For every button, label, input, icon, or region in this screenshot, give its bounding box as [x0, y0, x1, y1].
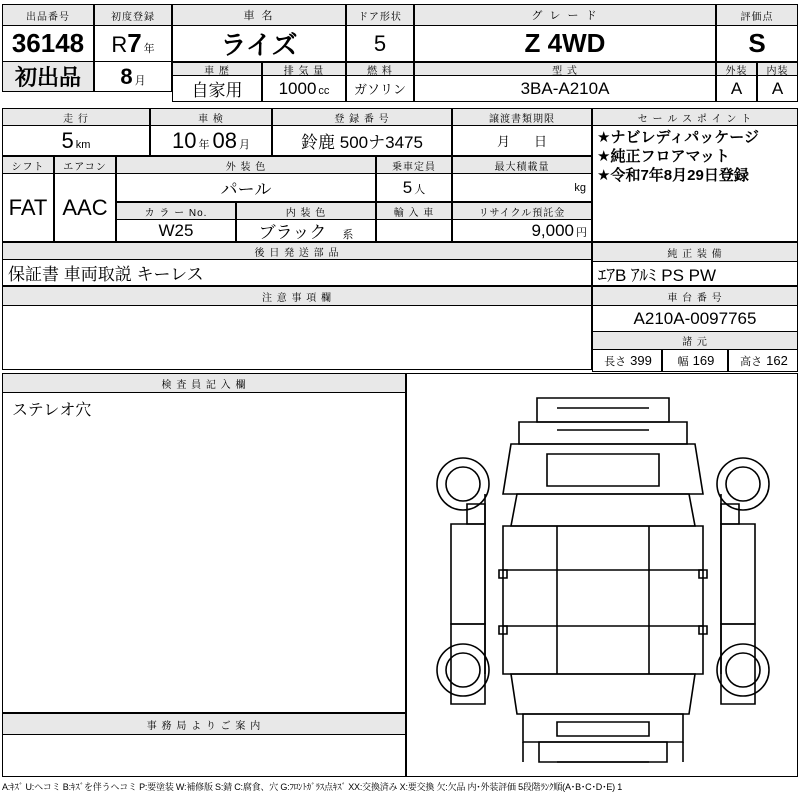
displacement-unit: cc: [318, 84, 330, 97]
model-code-value: 3BA-A210A: [414, 76, 716, 102]
chassis-no-label: 車 台 番 号: [592, 286, 798, 306]
import-value: [376, 220, 452, 242]
genuine-equipment-value: ｴｱB ｱﾙﾐ PS PW: [592, 262, 798, 286]
capacity-value: [376, 174, 452, 202]
mileage-value: [2, 126, 150, 156]
transfer-day-unit: 日: [534, 134, 548, 149]
displacement-value: [262, 76, 346, 102]
notes-value: [2, 306, 592, 370]
length-cell: [592, 350, 662, 372]
inspection-month-unit: 月: [238, 138, 250, 151]
office-notice-label: 事 務 局 よ り ご 案 内: [2, 713, 406, 735]
transfer-doc-label: 譲渡書類期限: [452, 108, 592, 126]
lot-no-value: 36148: [2, 26, 94, 62]
aircon-value: AAC: [54, 174, 116, 242]
car-damage-diagram: [406, 373, 798, 777]
inspection-label: 車 検: [150, 108, 272, 126]
capacity-unit: 人: [414, 183, 426, 196]
length-value: 399: [630, 352, 652, 368]
inspection-year-unit: 年: [198, 138, 210, 151]
fuel-label: 燃 料: [346, 62, 414, 76]
first-reg-year: 7: [127, 28, 142, 58]
interior-color-suffix: 系: [342, 229, 354, 241]
first-registration-label: 初度登録: [94, 4, 172, 26]
width-value: 169: [692, 352, 715, 368]
first-reg-month-unit: 月: [134, 74, 146, 87]
door-shape-label: ドア形状: [346, 4, 414, 26]
first-registration-month: [94, 62, 172, 92]
height-value: 162: [766, 352, 788, 368]
rating-value: S: [716, 26, 798, 62]
exterior-color-value: パール: [116, 174, 376, 202]
grade-value: Z 4WD: [414, 26, 716, 62]
inspector-note-body: [2, 393, 406, 713]
fuel-value: ガソリン: [346, 76, 414, 102]
color-no-label: カ ラ ー No.: [116, 202, 236, 220]
interior-color-value: [236, 220, 376, 242]
inspection-year: 10: [172, 127, 197, 153]
width-label: 幅: [677, 355, 689, 368]
capacity-label: 乗車定員: [376, 156, 452, 174]
width-cell: [662, 350, 728, 372]
first-time-badge: 初出品: [2, 62, 94, 92]
legend-footnote: A:ｷｽﾞ U:ヘコミ B:ｷｽﾞを伴うヘコミ P:要塗装 W:補修版 S:錆 C:腐食、穴 G:ﾌﾛﾝﾄｶﾞﾗｽ点ｷｽﾞ XX:交換済み X:要交換 欠:欠品 内･外装評価 5段階ﾗﾝｸ順(A･B･C･D･E) 1: [2, 782, 623, 792]
exterior-grade-label: 外装: [716, 62, 757, 76]
aircon-label: エアコン: [54, 156, 116, 174]
grade-label: グ レ ー ド: [414, 4, 716, 26]
exterior-color-label: 外 装 色: [116, 156, 376, 174]
height-cell: [728, 350, 798, 372]
shift-value: FAT: [2, 174, 54, 242]
max-load-unit: kg: [574, 181, 586, 194]
registration-no-label: 登 録 番 号: [272, 108, 452, 126]
dimensions-label: 諸 元: [592, 332, 798, 350]
registration-no-value: 鈴鹿 500ナ3475: [272, 126, 452, 156]
max-load-value: [452, 174, 592, 202]
interior-grade-value: A: [757, 76, 798, 102]
later-parts-value: 保証書 車両取説 キーレス: [2, 260, 592, 286]
inspector-note-label: 検 査 員 記 入 欄: [2, 373, 406, 393]
interior-grade-label: 内装: [757, 62, 798, 76]
recycle-fee-number: 9,000: [531, 220, 574, 240]
sales-point-item: ★令和7年8月29日登録: [597, 166, 749, 184]
displacement-number: 1000: [278, 78, 317, 98]
inspector-note-text: ステレオ穴: [12, 402, 92, 419]
later-parts-label: 後 日 発 送 部 品: [2, 242, 592, 260]
model-code-label: 型 式: [414, 62, 716, 76]
car-name-value: ライズ: [172, 26, 346, 62]
transfer-month-unit: 月: [496, 134, 510, 149]
mileage-number: 5: [61, 127, 74, 153]
shift-label: シフト: [2, 156, 54, 174]
chassis-no-value: A210A-0097765: [592, 306, 798, 332]
mileage-unit: km: [75, 138, 91, 151]
first-reg-year-unit: 年: [143, 43, 155, 55]
interior-color-text: ブラック: [259, 220, 327, 242]
rating-label: 評価点: [716, 4, 798, 26]
office-notice-body: [2, 735, 406, 777]
first-reg-era: R: [111, 32, 128, 57]
color-no-value: W25: [116, 220, 236, 242]
inspection-month: 08: [212, 127, 237, 153]
first-reg-month: 8: [120, 63, 133, 89]
door-shape-value: 5: [346, 26, 414, 62]
mileage-label: 走 行: [2, 108, 150, 126]
notes-label: 注 意 事 項 欄: [2, 286, 592, 306]
height-label: 高さ: [740, 355, 763, 368]
exterior-grade-value: A: [716, 76, 757, 102]
displacement-label: 排 気 量: [262, 62, 346, 76]
sales-point-label: セ ー ル ス ポ イ ン ト: [592, 108, 798, 126]
import-label: 輸 入 車: [376, 202, 452, 220]
sales-point-item: ★ナビレディパッケージ: [597, 129, 759, 146]
sales-point-list: [592, 126, 798, 242]
inspection-value: [150, 126, 272, 156]
transfer-doc-value: [452, 126, 592, 156]
car-name-label: 車 名: [172, 4, 346, 26]
lot-no-label: 出品番号: [2, 4, 94, 26]
max-load-label: 最大積載量: [452, 156, 592, 174]
first-registration-value: [94, 26, 172, 62]
history-value: 自家用: [172, 76, 262, 102]
genuine-equipment-label: 純 正 装 備: [592, 242, 798, 262]
recycle-fee-value: [452, 220, 592, 242]
capacity-number: 5: [402, 177, 413, 197]
length-label: 長さ: [604, 355, 627, 368]
sales-point-item: ★純正フロアマット: [597, 147, 730, 165]
history-label: 車 歴: [172, 62, 262, 76]
interior-color-label: 内 装 色: [236, 202, 376, 220]
recycle-fee-label: リサイクル預託金: [452, 202, 592, 220]
recycle-fee-unit: 円: [576, 226, 587, 239]
